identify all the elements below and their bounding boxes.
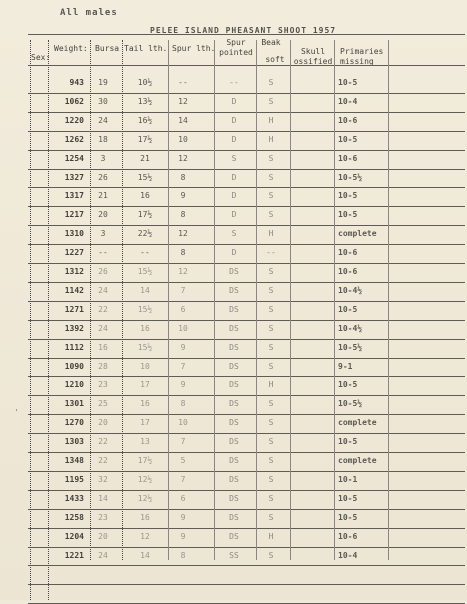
primaries-missing-cell: 10-4½	[338, 285, 363, 295]
spur-pointed-cell: D	[231, 115, 237, 125]
bursa-cell: 21	[98, 191, 108, 201]
weight-cell: 1262	[64, 134, 84, 144]
spur-pointed-cell: S	[231, 229, 237, 239]
primaries-missing-cell: 10-5	[338, 512, 358, 522]
spur-length-cell: 10	[178, 134, 188, 144]
spur-pointed-cell: DS	[229, 493, 239, 503]
bursa-cell: 18	[98, 134, 108, 144]
primaries-missing-cell: 10-4	[338, 96, 358, 106]
tail-length-cell: 17½	[137, 210, 153, 220]
primaries-missing-cell: 10-5	[338, 78, 358, 87]
beak-soft-cell: S	[268, 267, 274, 276]
header-ossified: ossified	[293, 57, 333, 66]
spur-length-cell: 9	[180, 531, 186, 541]
beak-soft-cell: H	[268, 229, 274, 239]
spur-pointed-cell: DS	[229, 456, 239, 465]
header-bursa: Bursa	[95, 44, 120, 53]
tail-length-cell: --	[140, 248, 150, 258]
weight-cell: 1310	[64, 229, 84, 239]
row-separator	[28, 339, 465, 340]
bursa-cell: 24	[98, 285, 108, 295]
header-missing: missing	[340, 57, 374, 66]
bursa-cell: 14	[98, 493, 108, 503]
tail-length-cell: 13½	[137, 96, 153, 106]
row-separator	[28, 509, 465, 510]
bursa-cell: 20	[98, 531, 108, 541]
tail-length-cell: 10	[140, 361, 150, 371]
spur-pointed-cell: D	[231, 191, 237, 201]
primaries-missing-cell: 10-6	[338, 531, 358, 541]
spur-length-cell: 8	[180, 550, 186, 560]
weight-cell: 1227	[64, 248, 84, 258]
spur-pointed-cell: DS	[229, 437, 239, 447]
header-weight: Weight:	[54, 44, 88, 53]
column-divider	[290, 40, 291, 560]
tail-length-cell: 16	[140, 323, 150, 333]
tail-length-cell: 21	[140, 153, 150, 163]
beak-soft-cell: S	[268, 172, 274, 182]
primaries-missing-cell: complete	[338, 229, 377, 239]
bursa-cell: 24	[98, 115, 108, 125]
row-separator	[28, 471, 465, 472]
beak-soft-cell: S	[268, 474, 274, 484]
spur-length-cell: 7	[180, 474, 186, 484]
beak-soft-cell: S	[268, 285, 274, 295]
primaries-missing-cell: 10-4½	[338, 323, 363, 333]
weight-cell: 1312	[64, 267, 84, 276]
primaries-missing-cell: complete	[338, 456, 377, 465]
header-soft: soft	[265, 55, 285, 64]
spur-pointed-cell: D	[231, 248, 237, 258]
row-separator	[28, 282, 465, 283]
primaries-missing-cell: 10-1	[338, 474, 358, 484]
tail-length-cell: 14	[140, 285, 150, 295]
tail-length-cell: 22½	[137, 229, 153, 239]
weight-cell: 1221	[64, 550, 84, 560]
spur-length-cell: 5	[180, 456, 186, 465]
beak-soft-cell: S	[268, 210, 274, 220]
bursa-cell: 22	[98, 437, 108, 447]
row-separator	[28, 565, 465, 566]
header-sex: Sex:	[31, 53, 51, 62]
header-spur-length: Spur lth.	[172, 44, 216, 53]
primaries-missing-cell: 9-1	[338, 361, 353, 371]
spur-length-cell: 12	[178, 229, 188, 239]
beak-soft-cell: H	[268, 134, 274, 144]
grid-line	[28, 34, 465, 35]
bursa-cell: 22	[98, 304, 108, 314]
beak-soft-cell: S	[268, 456, 274, 465]
spur-pointed-cell: DS	[229, 512, 239, 522]
spur-pointed-cell: DS	[229, 399, 239, 409]
spur-length-cell: 10	[178, 323, 188, 333]
row-separator	[28, 547, 465, 548]
primaries-missing-cell: 10-6	[338, 115, 358, 125]
spur-length-cell: 6	[180, 493, 186, 503]
tail-length-cell: 12	[140, 531, 150, 541]
beak-soft-cell: S	[268, 399, 274, 409]
column-divider	[334, 40, 335, 560]
primaries-missing-cell: complete	[338, 418, 377, 428]
spur-pointed-cell: --	[229, 78, 239, 87]
primaries-missing-cell: 10-6	[338, 267, 358, 276]
bursa-cell: 26	[98, 172, 108, 182]
row-separator	[28, 206, 465, 207]
row-separator	[28, 131, 465, 132]
weight-cell: 1392	[64, 323, 84, 333]
header-pointed: pointed	[219, 48, 253, 57]
sheet-note: All males	[60, 8, 118, 18]
bursa-cell: 24	[98, 323, 108, 333]
bursa-cell: 23	[98, 512, 108, 522]
beak-soft-cell: H	[268, 380, 274, 390]
sheet-title: PELEE ISLAND PHEASANT SHOOT 1957	[150, 26, 337, 35]
column-divider	[256, 40, 257, 560]
bursa-cell: 20	[98, 210, 108, 220]
row-separator	[28, 433, 465, 434]
beak-soft-cell: S	[268, 418, 274, 428]
column-divider	[90, 40, 91, 560]
spur-pointed-cell: DS	[229, 418, 239, 428]
weight-cell: 1433	[64, 493, 84, 503]
row-separator	[28, 320, 465, 321]
beak-soft-cell: S	[268, 153, 274, 163]
bursa-cell: 3	[100, 229, 106, 239]
spur-length-cell: 9	[180, 342, 186, 352]
spur-length-cell: --	[178, 78, 188, 87]
spur-pointed-cell: D	[231, 172, 237, 182]
beak-soft-cell: S	[268, 78, 274, 87]
column-divider	[214, 40, 215, 560]
primaries-missing-cell: 10-5	[338, 380, 358, 390]
tail-length-cell: 17½	[137, 134, 153, 144]
weight-cell: 1303	[64, 437, 84, 447]
tail-length-cell: 15½	[137, 304, 153, 314]
spur-length-cell: 10	[178, 418, 188, 428]
primaries-missing-cell: 10-5	[338, 304, 358, 314]
spur-pointed-cell: SS	[229, 550, 239, 560]
beak-soft-cell: S	[268, 323, 274, 333]
header-tail: Tail lth.	[124, 44, 168, 53]
spur-length-cell: 12	[178, 96, 188, 106]
weight-cell: 1348	[64, 456, 84, 465]
tail-length-cell: 16½	[137, 115, 153, 125]
weight-cell: 1327	[64, 172, 84, 182]
beak-soft-cell: S	[268, 493, 274, 503]
spur-length-cell: 9	[180, 191, 186, 201]
spur-pointed-cell: DS	[229, 323, 239, 333]
row-separator	[28, 150, 465, 151]
tail-length-cell: 17	[140, 418, 150, 428]
primaries-missing-cell: 10-4	[338, 550, 358, 560]
tail-length-cell: 12½	[137, 493, 153, 503]
beak-soft-cell: S	[268, 512, 274, 522]
spur-length-cell: 8	[180, 210, 186, 220]
weight-cell: 1220	[64, 115, 84, 125]
primaries-missing-cell: 10-5	[338, 437, 358, 447]
spur-pointed-cell: DS	[229, 304, 239, 314]
bursa-cell: 19	[98, 78, 108, 87]
tail-length-cell: 16	[140, 399, 150, 409]
bursa-cell: 28	[98, 361, 108, 371]
spur-pointed-cell: DS	[229, 267, 239, 276]
tail-length-cell: 15½	[137, 172, 153, 182]
bursa-cell: 20	[98, 418, 108, 428]
primaries-missing-cell: 10-5	[338, 191, 358, 201]
header-skull: Skull	[300, 47, 326, 56]
beak-soft-cell: S	[268, 96, 274, 106]
tail-length-cell: 13	[140, 437, 150, 447]
tail-length-cell: 10½	[137, 78, 153, 87]
header-beak: Beak	[261, 38, 281, 47]
spur-length-cell: 12	[178, 153, 188, 163]
weight-cell: 1112	[64, 342, 84, 352]
weight-cell: 1210	[64, 380, 84, 390]
margin-mark: '	[14, 408, 19, 417]
weight-cell: 943	[69, 78, 84, 87]
tail-length-cell: 16	[140, 512, 150, 522]
row-separator	[28, 169, 465, 170]
beak-soft-cell: H	[268, 115, 274, 125]
weight-cell: 1254	[64, 153, 84, 163]
bursa-cell: 32	[98, 474, 108, 484]
bursa-cell: 3	[100, 153, 106, 163]
spur-pointed-cell: D	[231, 210, 237, 220]
row-separator	[28, 584, 465, 585]
row-separator	[28, 452, 465, 453]
primaries-missing-cell: 10-5½	[338, 399, 363, 409]
tail-length-cell: 17	[140, 380, 150, 390]
beak-soft-cell: --	[266, 248, 276, 258]
row-separator	[28, 528, 465, 529]
primaries-missing-cell: 10-6	[338, 153, 358, 163]
bursa-cell: 22	[98, 456, 108, 465]
spur-pointed-cell: DS	[229, 474, 239, 484]
primaries-missing-cell: 10-5	[338, 493, 358, 503]
row-separator	[28, 112, 465, 113]
spur-length-cell: 9	[180, 512, 186, 522]
spur-length-cell: 8	[180, 248, 186, 258]
spur-pointed-cell: DS	[229, 285, 239, 295]
column-divider	[122, 40, 123, 560]
spur-pointed-cell: DS	[229, 531, 239, 541]
spur-pointed-cell: DS	[229, 361, 239, 371]
spur-length-cell: 8	[180, 172, 186, 182]
spur-pointed-cell: S	[231, 153, 237, 163]
row-separator	[28, 301, 465, 302]
weight-cell: 1301	[64, 399, 84, 409]
bursa-cell: 23	[98, 380, 108, 390]
bursa-cell: 16	[98, 342, 108, 352]
spur-pointed-cell: DS	[229, 342, 239, 352]
row-separator	[28, 414, 465, 415]
tail-length-cell: 15½	[137, 267, 153, 276]
spur-length-cell: 9	[180, 380, 186, 390]
column-divider	[30, 40, 31, 600]
column-divider	[48, 40, 49, 600]
spur-length-cell: 7	[180, 361, 186, 371]
primaries-missing-cell: 10-5½	[338, 342, 363, 352]
weight-cell: 1258	[64, 512, 84, 522]
spur-length-cell: 14	[178, 115, 188, 125]
bursa-cell: 25	[98, 399, 108, 409]
weight-cell: 1317	[64, 191, 84, 201]
tail-length-cell: 12½	[137, 474, 153, 484]
primaries-missing-cell: 10-5	[338, 210, 358, 220]
row-separator	[28, 358, 465, 359]
weight-cell: 1062	[64, 96, 84, 106]
weight-cell: 1090	[64, 361, 84, 371]
bursa-cell: 26	[98, 267, 108, 276]
row-separator	[28, 225, 465, 226]
tail-length-cell: 14	[140, 550, 150, 560]
primaries-missing-cell: 10-5	[338, 134, 358, 144]
bursa-cell: 24	[98, 550, 108, 560]
spur-length-cell: 7	[180, 285, 186, 295]
beak-soft-cell: S	[268, 304, 274, 314]
spur-pointed-cell: D	[231, 96, 237, 106]
row-separator	[28, 93, 465, 94]
header-spur: Spur	[226, 38, 246, 47]
weight-cell: 1142	[64, 285, 84, 295]
row-separator	[28, 376, 465, 377]
weight-cell: 1270	[64, 418, 84, 428]
primaries-missing-cell: 10-5½	[338, 172, 363, 182]
weight-cell: 1271	[64, 304, 84, 314]
weight-cell: 1217	[64, 210, 84, 220]
tail-length-cell: 16	[140, 191, 150, 201]
beak-soft-cell: S	[268, 550, 274, 560]
weight-cell: 1195	[64, 474, 84, 484]
row-separator	[28, 395, 465, 396]
row-separator	[28, 490, 465, 491]
column-divider	[168, 40, 169, 560]
beak-soft-cell: S	[268, 191, 274, 201]
spur-pointed-cell: DS	[229, 380, 239, 390]
beak-soft-cell: S	[268, 361, 274, 371]
row-separator	[28, 244, 465, 245]
spur-pointed-cell: D	[231, 134, 237, 144]
bursa-cell: --	[98, 248, 108, 258]
weight-cell: 1204	[64, 531, 84, 541]
bursa-cell: 30	[98, 96, 108, 106]
spur-length-cell: 12	[178, 267, 188, 276]
beak-soft-cell: H	[268, 531, 274, 541]
spur-length-cell: 8	[180, 399, 186, 409]
beak-soft-cell: S	[268, 437, 274, 447]
beak-soft-cell: S	[268, 342, 274, 352]
spur-length-cell: 7	[180, 437, 186, 447]
spur-length-cell: 6	[180, 304, 186, 314]
row-separator	[28, 187, 465, 188]
row-separator	[28, 263, 465, 264]
primaries-missing-cell: 10-6	[338, 248, 358, 258]
header-primaries: Primaries	[340, 47, 384, 56]
tail-length-cell: 17½	[137, 456, 153, 465]
tail-length-cell: 15½	[137, 342, 153, 352]
grid-line	[28, 65, 465, 66]
